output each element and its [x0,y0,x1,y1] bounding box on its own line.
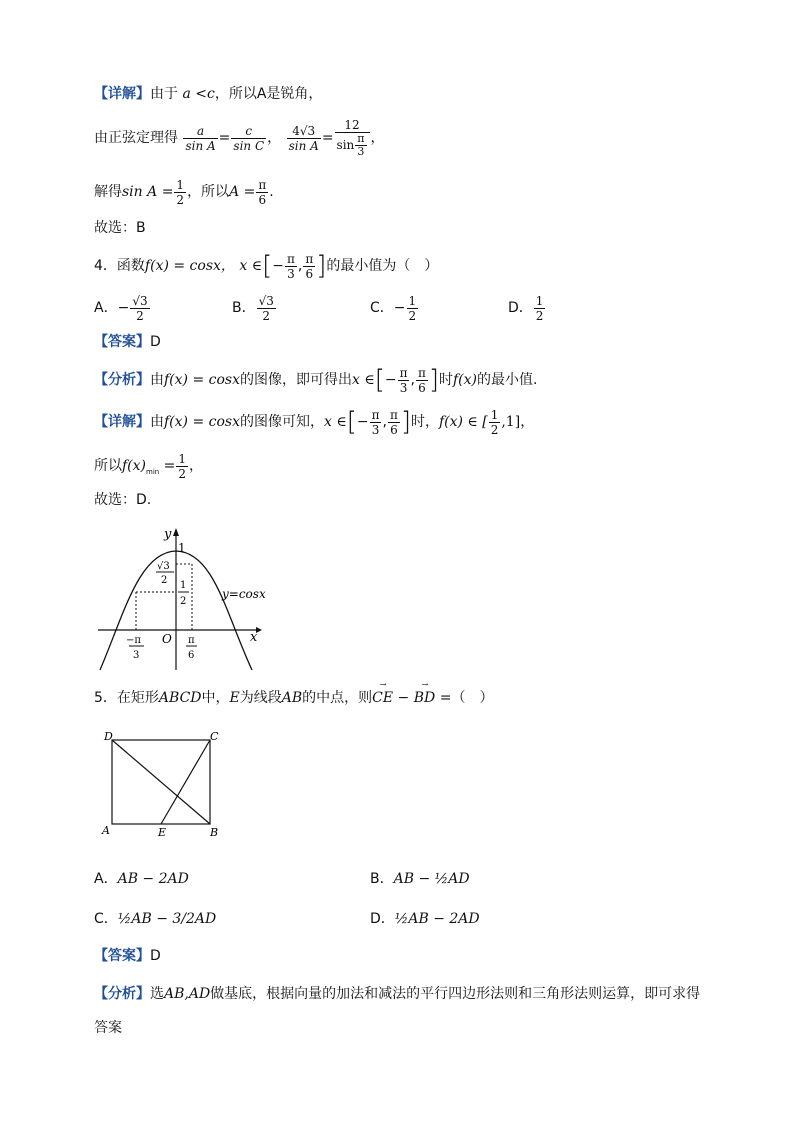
label: D． [508,300,533,316]
math: f(x) = cosx [164,372,240,388]
math: f(x) [122,458,147,474]
bracket: [ [262,251,273,281]
fraction [176,452,188,481]
question-5 [94,680,494,708]
minus: − [393,690,414,706]
sqrt3-num: √3 [157,561,170,572]
fraction [388,408,400,437]
text: 解得 [94,184,122,200]
option-text: ½AB − 2AD [394,911,480,927]
num: 4√3 [287,124,321,139]
num: π [305,251,314,266]
sin: sin [336,138,355,152]
label: C． [94,911,118,927]
vector-text: BD [413,690,436,706]
num: 1 [490,407,499,422]
num: c [231,124,266,139]
text: 由 [150,372,164,388]
fraction [174,178,186,207]
num: 1 [176,177,185,192]
den: 2 [136,308,144,323]
analysis-tag: 【分析】 [94,372,150,388]
option-text: AB − 2AD [117,871,189,887]
num: 1 [408,293,417,308]
eq: = [159,458,176,474]
answer-select-4: 故选：D. [94,492,152,508]
y-axis-arrow [173,528,179,536]
min-line [94,446,203,492]
sign: − [117,300,130,316]
math: f(x) [452,372,477,388]
answer-value: D [150,334,161,350]
num: √3 [258,293,274,308]
den: sin C [233,138,265,153]
vector-text: CE [372,690,394,706]
den: 6 [390,422,398,437]
origin-label: O [162,632,172,646]
text: 为线段 [239,690,282,706]
text: 4．函数 [94,258,145,274]
num: 1 [178,451,187,466]
text: ,1] [501,414,521,430]
pi6-num: π [188,635,195,646]
fraction [370,408,382,437]
label: A． [94,300,118,316]
option-c[interactable] [370,290,419,326]
text: ， [267,130,282,146]
text: 的图像可知， [239,414,324,430]
text: 的中点，则 [302,690,373,706]
option-d[interactable] [370,908,480,928]
neg-pi3-den: 3 [133,650,140,661]
option-d[interactable] [508,290,546,326]
label: D． [370,911,395,927]
text: ， [370,130,385,146]
text: 做基底，根据向量的加法和减法的平行四边形法则和三角形法则运算，即可求得 [210,986,701,1002]
math: x ∈ [323,414,347,430]
math: E [229,690,240,706]
text: 由正弦定理得 [94,130,178,146]
fraction [130,294,149,323]
sqrt3-den: 2 [161,575,168,586]
y-label: y [164,527,172,542]
den: 3 [399,380,408,395]
fraction [534,294,546,323]
math: x ∈ [239,258,263,274]
fraction [183,124,217,153]
answer-4 [94,332,161,352]
analysis-4: 【分析】由f(x) = cosx的图像，即可得出x ∈[− $\frac{\pi}{3}$ , $\frac{\pi}{6}$ ]时f(x)的最小值. [94,365,538,395]
num: π [389,407,398,422]
fraction [256,178,268,207]
label-d: D [104,730,113,743]
num: 1 [535,293,544,308]
option-b[interactable] [232,290,277,326]
fraction [303,252,315,281]
detail-line-3 [94,172,274,212]
vector-text: AB,AD [164,986,211,1002]
text: ， [189,458,204,474]
bracket: ] [316,251,327,281]
half-den: 2 [180,596,187,607]
text: 由于 [150,86,178,102]
option-a[interactable] [94,290,151,326]
fraction [285,252,297,281]
segment-db [112,740,210,824]
analysis-tag: 【分析】 [94,986,150,1002]
option-b[interactable] [370,868,470,888]
text: 选 [150,986,164,1002]
answer-5 [94,946,161,966]
detail-4: 【详解】由f(x) = cosx的图像可知，x ∈[− $\frac{\pi}{3}$ , $\frac{\pi}{6}$ ]时，f(x) ∈ [ $\frac{1}{2}$ ,1]， [94,407,535,437]
vector: → CE [372,680,394,706]
answer-value: D [150,948,161,964]
curve-label: y=cosx [222,587,266,601]
option-a[interactable] [94,868,189,888]
text: 由 [150,414,164,430]
fraction [287,124,321,153]
den: 3 [287,266,295,281]
analysis-5-cont: 答案 [94,1020,122,1036]
den: 2 [535,308,544,323]
den: 2 [408,308,417,323]
math: A = [229,184,256,200]
text: 5．在矩形 [94,690,159,706]
detail-tag: 【详解】 [94,414,150,430]
den: 6 [258,192,267,207]
math: f(x) ∈ [ [438,414,488,430]
text: 时 [438,372,453,388]
fraction [231,124,266,153]
label: B． [370,871,394,887]
math: f(x) = cosx， [144,258,235,274]
fraction [398,366,410,395]
den: 2 [178,466,187,481]
answer-tag: 【答案】 [94,948,150,964]
label: C． [370,300,394,316]
den: 6 [418,380,426,395]
subscript: min [146,467,160,476]
label-c: C [210,730,219,743]
label-a: A [102,824,110,837]
math: sin A = [122,184,174,200]
sign: − [393,300,406,316]
den [335,133,370,158]
label-e: E [158,826,167,839]
text: ，所以A是锐角， [214,86,323,102]
math: x ∈ [351,372,375,388]
num: √3 [132,293,148,308]
option-text: AB − ½AD [393,871,470,887]
fraction [489,408,501,437]
question-4: 4．函数f(x) = cosx， x ∈[− $\frac{\pi}{3}$ , $\frac{\pi}{6}$ ]的最小值为（ ） [94,251,439,281]
fraction [355,133,366,158]
label-b: B [210,826,219,839]
option-text: ½AB − 3/2AD [117,911,217,927]
neg-pi3-num: −π [126,635,141,646]
math: a <c [182,86,215,102]
den: 2 [262,308,271,323]
text: 中， [201,690,230,706]
fraction [407,294,419,323]
num: a [183,124,217,139]
den: 2 [490,422,499,437]
text: 的图像，即可得出 [239,372,352,388]
pi6-den: 6 [188,650,195,661]
answer-select-3: 故选：B [94,220,146,236]
den: 3 [371,422,380,437]
vector: → BD [413,680,436,706]
den: 6 [305,266,314,281]
fraction [335,118,370,158]
detail-line-1 [94,84,322,104]
text: ， [520,414,535,430]
den: 3 [357,145,365,158]
rectangle-figure [100,728,230,840]
cosine-graph [94,524,284,672]
den: 2 [176,192,185,207]
x-label: x [250,630,258,645]
detail-tag: 【详解】 [94,86,150,102]
math: f(x) = cosx [164,414,240,430]
math: ABCD [158,690,202,706]
text: ，所以 [187,184,230,200]
label: A． [94,871,118,887]
answer-tag: 【答案】 [94,334,150,350]
num: π [417,365,426,380]
math: AB [281,690,303,706]
detail-line-2: 由正弦定理得 $\frac{a}{\text{sin A}}$ = $\frac{c}{\text{sin C}}$ ， $\frac{4√3}{\text{sin A}}$ = 12 sin $\frac{\pi}{3}$ ， [94,118,385,158]
eq: = [218,130,231,146]
den: sin A [185,138,216,153]
label: B． [232,300,256,316]
text: 时， [410,414,439,430]
one-label: 1 [178,541,186,555]
text: 所以 [94,458,122,474]
num: π [371,407,380,422]
text: 的最小值为（ ） [326,258,439,274]
fraction [257,294,276,323]
text: . [269,184,274,200]
half-num: 1 [180,580,187,591]
num: 12 [335,118,370,133]
option-c[interactable] [94,908,216,928]
text: 的最小值. [477,372,538,388]
analysis-5 [94,984,700,1004]
num: π [258,177,267,192]
num: π [357,132,365,145]
fraction [416,366,428,395]
den: sin A [288,138,319,153]
segment-ce [161,740,210,824]
num: π [399,365,408,380]
num: π [286,251,295,266]
text: =（ ） [435,690,494,706]
